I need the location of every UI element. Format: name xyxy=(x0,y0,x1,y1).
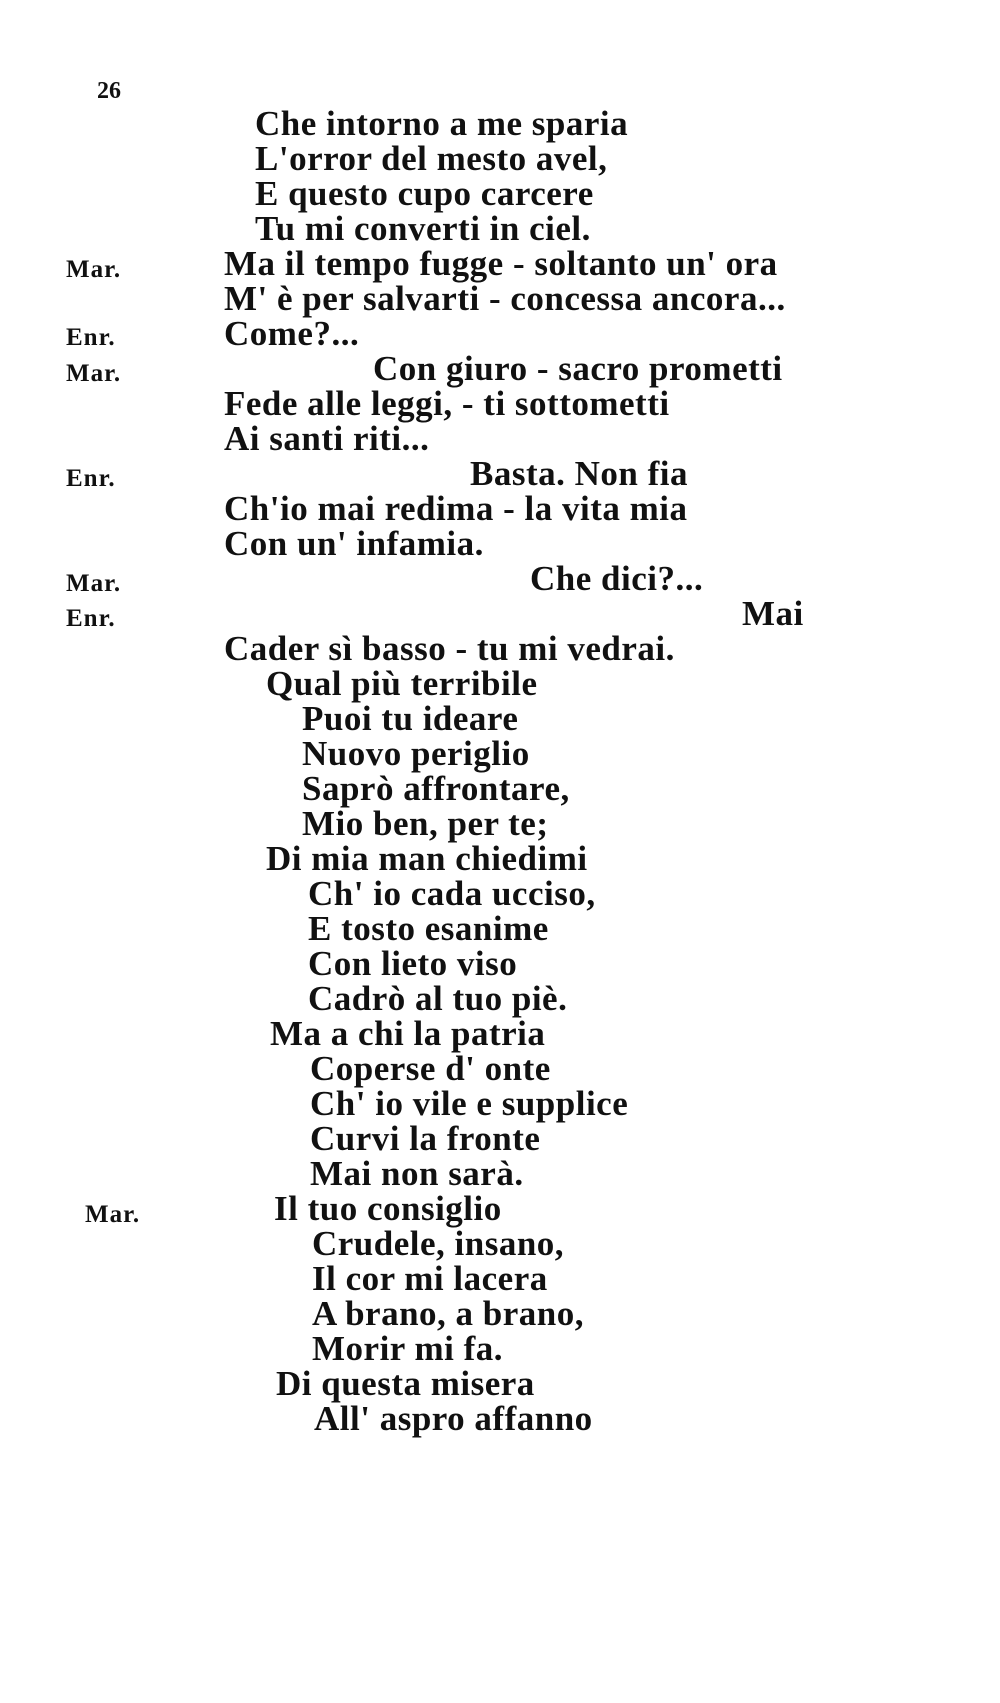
verse-line: Cadrò al tuo piè. xyxy=(308,979,568,1018)
verse-line: All' aspro affanno xyxy=(314,1399,593,1438)
verse-line: Mai xyxy=(742,594,804,633)
verse-line: Mai non sarà. xyxy=(310,1154,524,1193)
verse-line: Ma il tempo fugge - soltanto un' ora xyxy=(224,244,778,283)
verse-line: Il cor mi lacera xyxy=(312,1259,548,1298)
verse-line: M' è per salvarti - concessa ancora... xyxy=(224,279,786,318)
verse-line: Puoi tu ideare xyxy=(302,699,519,738)
speaker-label-enr: Enr. xyxy=(66,465,116,492)
verse-line: Il tuo consiglio xyxy=(274,1189,502,1228)
verse-line: Che intorno a me sparia xyxy=(255,104,629,143)
verse-line: A brano, a brano, xyxy=(312,1294,585,1333)
verse-line: Saprò affrontare, xyxy=(302,769,570,808)
verse-line: Ai santi riti... xyxy=(224,419,430,458)
verse-line: Ma a chi la patria xyxy=(270,1014,546,1053)
verse-line: Coperse d' onte xyxy=(310,1049,551,1088)
speaker-label-mar: Mar. xyxy=(66,360,122,387)
verse-line: Cader sì basso - tu mi vedrai. xyxy=(224,629,675,668)
verse-line: Con lieto viso xyxy=(308,944,518,983)
speaker-label-mar: Mar. xyxy=(66,256,122,283)
verse-line: E questo cupo carcere xyxy=(255,174,594,213)
verse-line: Fede alle leggi, - ti sottometti xyxy=(224,384,670,423)
verse-line: Mio ben, per te; xyxy=(302,804,549,843)
speaker-label-enr: Enr. xyxy=(66,324,116,351)
verse-line: Crudele, insano, xyxy=(312,1224,565,1263)
verse-line: Ch' io cada ucciso, xyxy=(308,874,596,913)
verse-line: Ch' io vile e supplice xyxy=(310,1084,629,1123)
verse-line: L'orror del mesto avel, xyxy=(255,139,608,178)
verse-line: Ch'io mai redima - la vita mia xyxy=(224,489,688,528)
verse-line: Morir mi fa. xyxy=(312,1329,503,1368)
verse-line: Curvi la fronte xyxy=(310,1119,541,1158)
speaker-label-mar: Mar. xyxy=(85,1201,141,1228)
speaker-label-enr: Enr. xyxy=(66,605,116,632)
verse-line: Che dici?... xyxy=(530,559,704,598)
speaker-label-mar: Mar. xyxy=(66,570,122,597)
verse-line: Come?... xyxy=(224,314,360,353)
verse-line: Con giuro - sacro prometti xyxy=(373,349,783,388)
verse-line: Con un' infamia. xyxy=(224,524,484,563)
verse-line: Nuovo periglio xyxy=(302,734,530,773)
verse-line: Qual più terribile xyxy=(266,664,538,703)
verse-line: Di mia man chiedimi xyxy=(266,839,588,878)
verse-line: Di questa misera xyxy=(276,1364,535,1403)
verse-line: Basta. Non fia xyxy=(470,454,688,493)
verse-line: E tosto esanime xyxy=(308,909,549,948)
page-number: 26 xyxy=(97,78,121,104)
verse-line: Tu mi converti in ciel. xyxy=(255,209,591,248)
